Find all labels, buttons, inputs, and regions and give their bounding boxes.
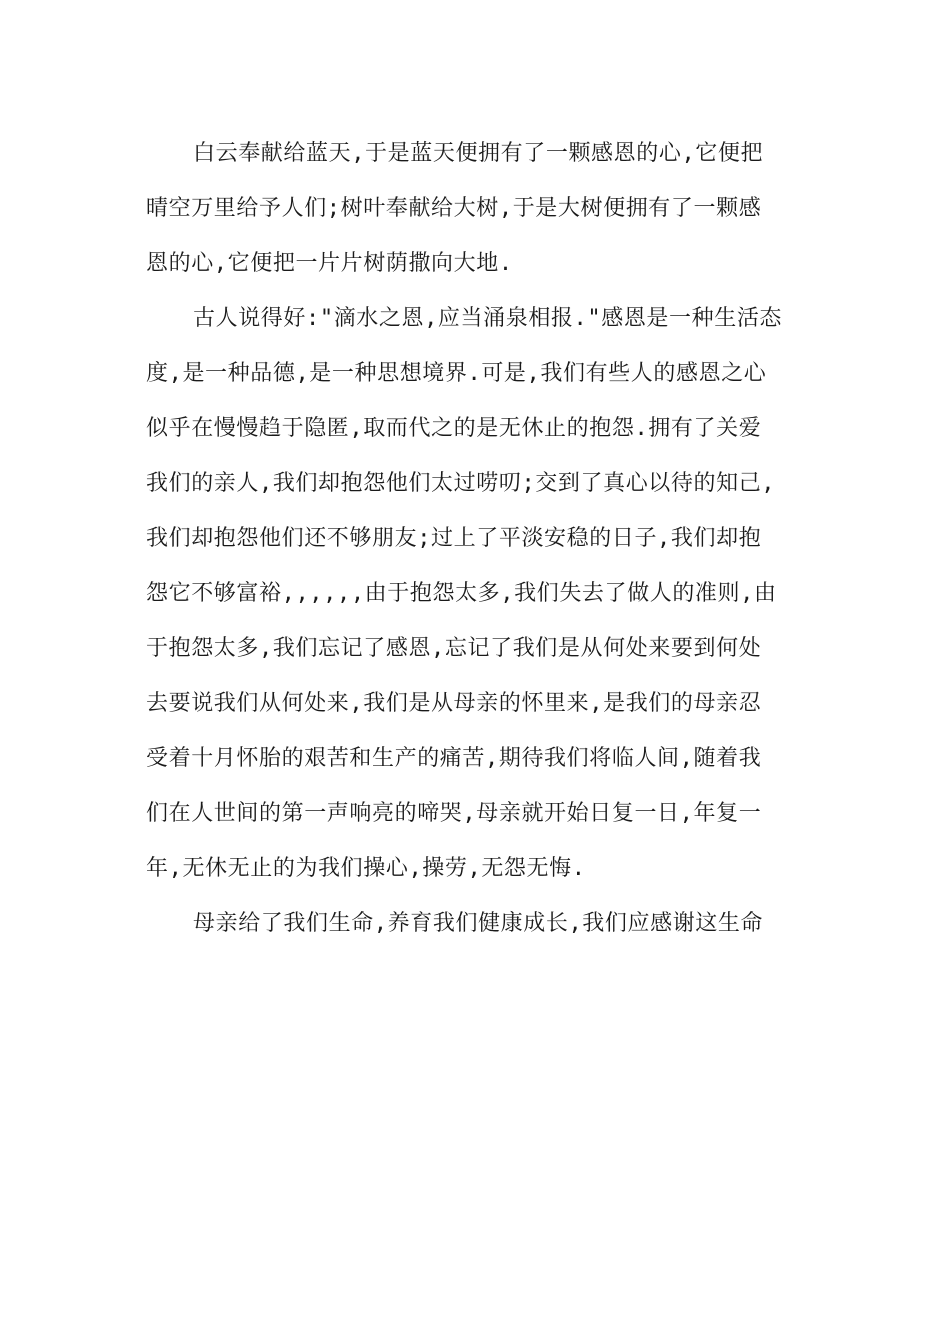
paragraph-1-line-1: 白云奉献给蓝天,于是蓝天便拥有了一颗感恩的心,它便把 [193,141,764,166]
paragraph-2-line-5: 我们却抱怨他们还不够朋友;过上了平淡安稳的日子,我们却抱 [146,526,762,551]
paragraph-1-line-2: 晴空万里给予人们;树叶奉献给大树,于是大树便拥有了一颗感 [146,196,762,221]
paragraph-3-line-1: 母亲给了我们生命,养育我们健康成长,我们应感谢这生命 [193,911,764,936]
paragraph-2-line-1: 古人说得好:"滴水之恩,应当涌泉相报."感恩是一种生活态 [193,306,783,331]
body-text [146,126,806,951]
paragraph-2-line-11: 年,无休无止的为我们操心,操劳,无怨无悔. [146,856,586,881]
paragraph-2-line-8: 去要说我们从何处来,我们是从母亲的怀里来,是我们的母亲忍 [146,691,762,716]
paragraph-2-line-10: 们在人世间的第一声响亮的啼哭,母亲就开始日复一日,年复一 [146,801,762,826]
paragraph-2-line-6: 怨它不够富裕,,,,,,由于抱怨太多,我们失去了做人的准则,由 [146,581,777,606]
paragraph-2-line-2: 度,是一种品德,是一种思想境界.可是,我们有些人的感恩之心 [146,361,767,386]
paragraph-2-line-4: 我们的亲人,我们却抱怨他们太过唠叨;交到了真心以待的知己, [146,471,776,496]
paragraph-2-line-9: 受着十月怀胎的艰苦和生产的痛苦,期待我们将临人间,随着我 [146,746,762,771]
paragraph-1-line-3: 恩的心,它便把一片片树荫撒向大地. [146,251,513,276]
paragraph-2-line-3: 似乎在慢慢趋于隐匿,取而代之的是无休止的抱怨.拥有了关爱 [146,416,762,441]
paragraph-2-line-7: 于抱怨太多,我们忘记了感恩,忘记了我们是从何处来要到何处 [146,636,762,661]
